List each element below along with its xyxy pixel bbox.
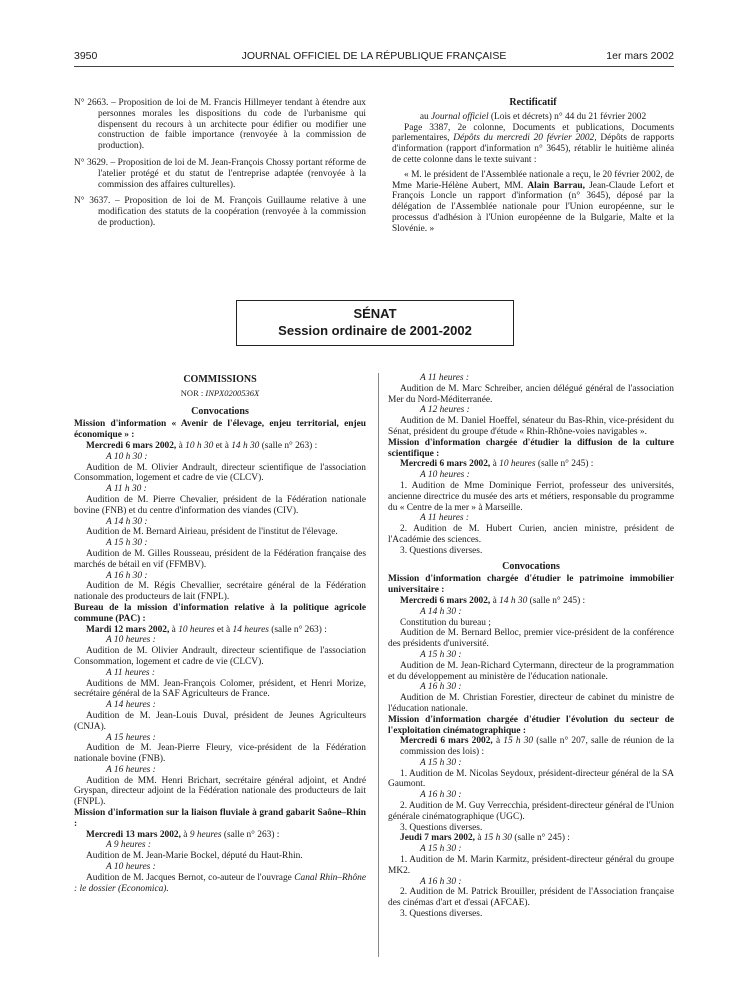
- date-bold: Mercredi 13 mars 2002,: [86, 829, 181, 840]
- audition-entry: Audition de M. Christian Forestier, directeur de cabinet du ministre de l'éducation nationale.: [388, 693, 674, 714]
- audition-entry: Audition de M. Olivier Andrault, directeur scientifique de l'association Consommation, logement et cadre de vie (CLCV).: [74, 462, 366, 484]
- time-slot: A 15 h 30 :: [420, 844, 462, 855]
- rectificatif-subtitle: [392, 112, 674, 123]
- meeting-date: [388, 459, 674, 470]
- meeting-date: [388, 833, 674, 844]
- journal-officiel-italic: Journal officiel: [431, 111, 489, 122]
- questions-item: 3. Questions diverses.: [400, 909, 483, 920]
- date-sep: à: [475, 833, 484, 844]
- questions-item: 3. Questions diverses.: [400, 545, 483, 556]
- rectificatif-p2-c: Jean-Claude Lefort et François Loncle un rapport d'information (n° 3645), déposé par la délégation de l'Assemblée nationale pour l'Union européenne, sur le processus d'adhésion à l'Union européenne de la Bulgarie, Malte et la Slovénie. »: [392, 180, 675, 234]
- meeting-date: [388, 596, 674, 607]
- time-slot: A 10 heures :: [106, 635, 156, 646]
- audition-entry: Audition de M. Jean-Richard Cytermann, directeur de la programmation et du développement au ministère de l'éducation nationale.: [388, 660, 674, 682]
- proposition-item: N° 3629. – Proposition de loi de M. Jean-François Chossy portant réforme de l'atelier protégé et du statut de l'entreprise adaptée (renvoyée à la commission des affaires culturelles).: [74, 157, 366, 190]
- nor-label: NOR :: [180, 387, 206, 398]
- date-time: 15 h 30: [503, 736, 534, 747]
- rectificatif-p1-italic: Dépôts du mercredi 20 février 2002,: [453, 133, 597, 144]
- rectificatif-subtitle-pre: au: [419, 111, 432, 122]
- date-sep: à: [490, 595, 500, 606]
- time-slot: A 15 h 30 :: [106, 538, 148, 549]
- audition-entry: Audition de M. Bernard Belloc, premier vice-président de la conférence des présidents d'université.: [388, 628, 674, 650]
- date-time: 15 h 30: [483, 833, 512, 844]
- meeting-date: [388, 736, 674, 758]
- date-room: (salle n° 263) :: [259, 440, 318, 451]
- proposition-item: N° 2663. – Proposition de loi de M. Francis Hillmeyer tendant à étendre aux personnes morales les dispositions du code de l'urbanisme qui dispensent du recours à un architecte pour édifier ou modifier une construction de faible importance (renvoyée à la commission de production).: [74, 98, 366, 152]
- date-room: (salle n° 245) :: [527, 595, 586, 606]
- date-room: (salle n° 245) :: [511, 833, 570, 844]
- audition-entry: Auditions de MM. Jean-François Colomer, président, et Henri Morize, secrétaire général de la SAF Agriculteurs de France.: [74, 678, 366, 700]
- date-bold: Mercredi 6 mars 2002,: [86, 440, 177, 451]
- book-title: Canal Rhin–Rhône : le dossier (Economica).: [74, 872, 367, 894]
- date-sep: et à: [214, 624, 233, 635]
- audition-entry: Audition de M. Bernard Airieau, président de l'institut de l'élevage.: [86, 527, 338, 538]
- date-room: (salle n° 263) :: [221, 829, 280, 840]
- convocations-heading: Convocations: [191, 405, 249, 417]
- audition-entry: Audition de M. Pierre Chevalier, président de la Fédération nationale bovine (FNB) et du centre d'information des viandes (CIV).: [74, 494, 366, 516]
- date-time: 14 h 30: [231, 440, 260, 451]
- time-slot: A 11 heures :: [420, 513, 470, 524]
- date-room: (salle n° 245) :: [535, 459, 594, 470]
- time-slot: A 11 heures :: [420, 373, 470, 383]
- time-slot: A 16 heures :: [106, 764, 156, 775]
- date-time: 14 heures: [232, 624, 269, 635]
- time-slot: A 16 h 30 :: [420, 876, 462, 887]
- meeting-date: [74, 625, 366, 636]
- agenda-item: Constitution du bureau ;: [400, 617, 491, 628]
- proposition-item: N° 3637. – Proposition de loi de M. François Guillaume relative à une modification des statuts de la coopération (renvoyée à la commission de production).: [74, 196, 366, 228]
- audition-entry: Audition de MM. Henri Brichart, secrétaire général adjoint, et André Gryspan, directeur adjoint de la Fédération nationale des producteurs de lait (FNPL).: [74, 775, 366, 808]
- right-column: [388, 373, 674, 920]
- audition-entry: Audition de M. Daniel Hoeffel, sénateur du Bas-Rhin, vice-président du Sénat, président du groupe d'étude « Rhin-Rhône-voies navigables ».: [388, 416, 674, 437]
- audition-entry: 2. Audition de M. Patrick Brouiller, président de l'Association française des cinémas d'art et d'essai (AFCAE).: [388, 887, 674, 909]
- date-bold: Mercredi 6 mars 2002,: [400, 595, 491, 606]
- audition-entry: 2. Audition de M. Guy Verrecchia, président-directeur général de l'Union générale cinématographique (UGC).: [388, 801, 674, 822]
- rectificatif-title: Rectificatif: [509, 97, 557, 108]
- date-time: 10 heures: [178, 624, 215, 635]
- time-slot: A 16 h 30 :: [420, 682, 462, 693]
- senat-box: [236, 300, 514, 346]
- date-time: 9 heures: [189, 829, 222, 840]
- time-slot: A 10 heures :: [106, 862, 156, 873]
- date-bold: Mercredi 6 mars 2002,: [400, 736, 493, 747]
- questions-item: 3. Questions diverses.: [400, 822, 483, 833]
- date-sep: à: [492, 736, 504, 747]
- date-bold: Jeudi 7 mars 2002,: [400, 833, 475, 844]
- date-time: 10 h 30: [185, 440, 214, 451]
- rectificatif-p1-a: Page 3387, 2e colonne, Documents et publications, Documents parlementaires,: [392, 122, 674, 144]
- nor-reference: [74, 388, 366, 399]
- mission-heading: Mission d'information sur la liaison fluviale à grand gabarit Saône–Rhin :: [74, 808, 366, 829]
- time-slot: A 14 h 30 :: [106, 516, 148, 527]
- issue-date: 1er mars 2002: [606, 50, 674, 62]
- time-slot: A 14 heures :: [106, 700, 156, 711]
- propositions-list: [74, 98, 366, 235]
- time-slot: A 12 heures :: [420, 405, 470, 416]
- header-rule: [74, 66, 674, 67]
- date-time: 10 heures: [499, 459, 536, 470]
- date-room: (salle n° 263) :: [268, 624, 327, 635]
- time-slot: A 9 heures :: [106, 840, 152, 851]
- convocations-heading: Convocations: [502, 560, 560, 572]
- audition-entry: Audition de M. Régis Chevallier, secrétaire général de la Fédération nationale des producteurs de lait (FNPL).: [74, 581, 366, 603]
- mission-heading: Mission d'information chargée d'étudier le patrimoine immobilier universitaire :: [388, 574, 674, 596]
- nor-code: INPX0200536X: [205, 387, 260, 398]
- date-bold: Mercredi 6 mars 2002,: [400, 459, 491, 470]
- audition-entry: 1. Audition de M. Marin Karmitz, président-directeur général du groupe MK2.: [388, 855, 674, 876]
- rectificatif-section: [392, 98, 674, 235]
- audition-entry: 2. Audition de M. Hubert Curien, ancien ministre, président de l'Académie des sciences.: [388, 524, 674, 545]
- rectificatif-paragraph-2: [392, 170, 674, 235]
- time-slot: A 11 heures :: [106, 667, 156, 678]
- meeting-date: [74, 830, 366, 841]
- date-sep: à: [180, 829, 190, 840]
- mission-heading: Bureau de la mission d'information relative à la politique agricole commune (PAC) :: [74, 602, 366, 624]
- time-slot: A 15 h 30 :: [420, 757, 462, 768]
- date-sep: à: [490, 459, 500, 470]
- time-slot: A 15 h 30 :: [420, 649, 462, 660]
- rectificatif-paragraph-1: [392, 123, 674, 166]
- time-slot: A 15 heures :: [106, 732, 156, 743]
- audition-entry: [74, 873, 366, 895]
- rectificatif-p1-b: Dépôts de rapports d'information (rapport d'information n° 3645), rétablir le huitième alinéa de cette colonne dans le texte suivant :: [392, 133, 674, 165]
- page-number: 3950: [74, 50, 98, 62]
- commissions-heading: COMMISSIONS: [183, 374, 257, 385]
- rectificatif-p2-a: « M. le président de l'Assemblée nationale a reçu, le 20 février 2002, de Mme Marie-Hélène Aubert, MM.: [392, 169, 674, 191]
- session-subtitle: Session ordinaire de 2001-2002: [278, 323, 472, 338]
- rectificatif-p2-bold: Alain Barrau,: [527, 180, 585, 191]
- audition-entry: Audition de M. Marc Schreiber, ancien délégué général de l'association Mer du Nord-Méditerranée.: [388, 383, 674, 405]
- time-slot: A 14 h 30 :: [420, 606, 462, 617]
- time-slot: A 16 h 30 :: [106, 570, 148, 581]
- date-sep: et à: [213, 440, 232, 451]
- audition-entry: 1. Audition de Mme Dominique Ferriot, professeur des universités, ancienne directrice du musée des arts et métiers, responsable du programme du « Centre de la mer » à Marseille.: [388, 480, 674, 513]
- time-slot: A 11 h 30 :: [106, 484, 147, 495]
- date-sep: à: [169, 624, 179, 635]
- date-room: (salle n° 207, salle de réunion de la commission des lois) :: [400, 736, 674, 758]
- time-slot: A 10 h 30 :: [106, 451, 148, 462]
- left-column: [74, 373, 366, 894]
- audition-entry: Audition de M. Jean-Pierre Fleury, vice-président de la Fédération nationale bovine (FNB).: [74, 743, 366, 765]
- audition-entry: Audition de M. Olivier Andrault, directeur scientifique de l'association Consommation, logement et cadre de vie (CLCV).: [74, 646, 366, 667]
- mission-heading: Mission d'information « Avenir de l'élevage, enjeu territorial, enjeu économique » :: [74, 419, 366, 441]
- date-time: 14 h 30: [499, 595, 528, 606]
- date-bold: Mardi 12 mars 2002,: [86, 624, 170, 635]
- audition-text: Audition de M. Jacques Bernot, co-auteur de l'ouvrage: [86, 872, 295, 883]
- audition-entry: 1. Audition de M. Nicolas Seydoux, président-directeur général de la SA Gaumont.: [388, 768, 674, 790]
- audition-entry: Audition de M. Jean-Louis Duval, président de Jeunes Agriculteurs (CNJA).: [74, 710, 366, 732]
- date-sep: à: [176, 440, 186, 451]
- journal-title: JOURNAL OFFICIEL DE LA RÉPUBLIQUE FRANÇAISE: [241, 50, 507, 62]
- column-divider: [378, 373, 379, 957]
- page-header: [74, 50, 674, 64]
- rectificatif-subtitle-post: (Lois et décrets) n° 44 du 21 février 2002: [488, 111, 647, 122]
- time-slot: A 10 heures :: [420, 470, 470, 481]
- mission-heading: Mission d'information chargée d'étudier l'évolution du secteur de l'exploitation cinématographique :: [388, 714, 674, 736]
- senat-title: SÉNAT: [353, 306, 397, 321]
- audition-entry: Audition de M. Gilles Rousseau, président de la Fédération française des marchés de bétail en vif (FFMBV).: [74, 548, 366, 570]
- time-slot: A 16 h 30 :: [420, 790, 462, 801]
- mission-heading: Mission d'information chargée d'étudier la diffusion de la culture scientifique :: [388, 437, 674, 459]
- audition-entry: Audition de M. Jean-Marie Bockel, député du Haut-Rhin.: [86, 851, 303, 862]
- meeting-date: [74, 441, 366, 452]
